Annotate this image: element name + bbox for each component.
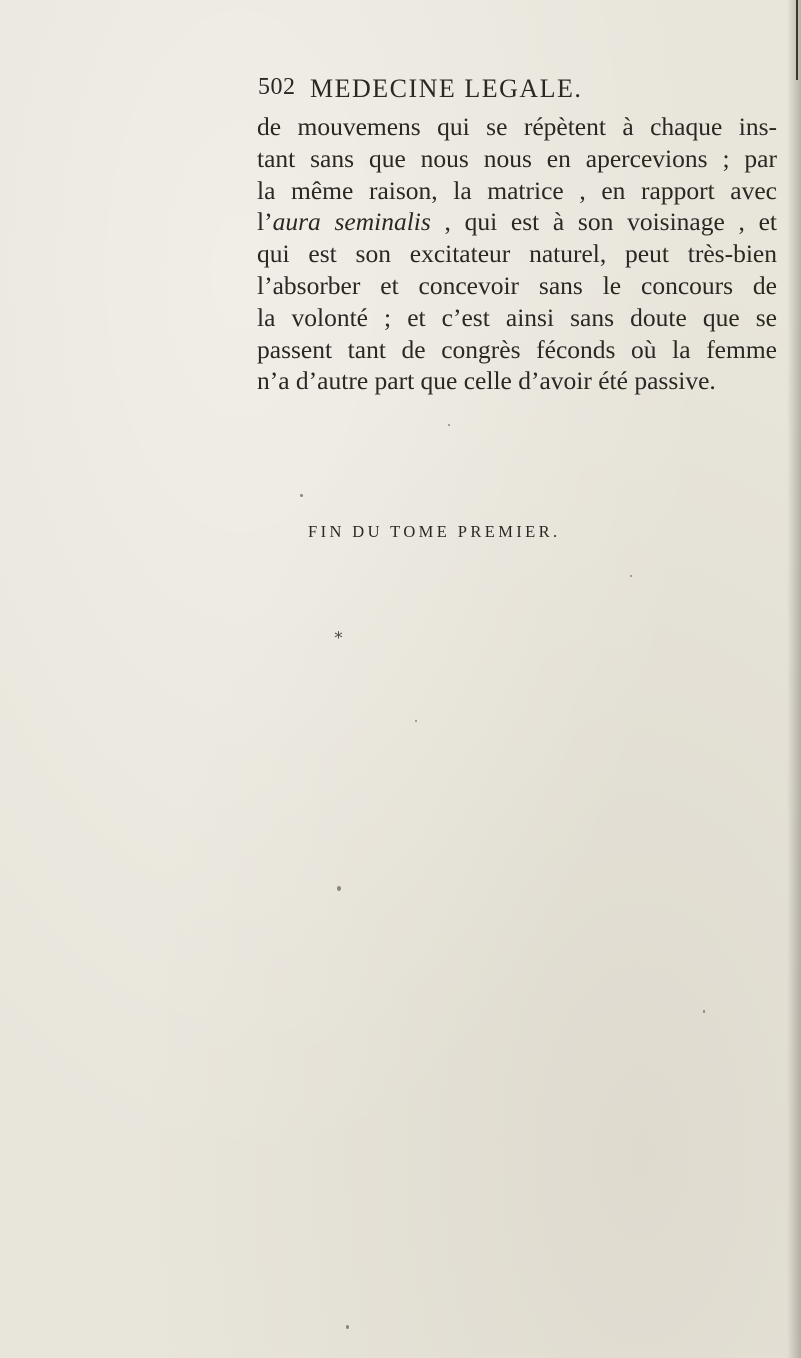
text-line-1: de mouvemens qui se répètent à chaque ins-	[257, 112, 777, 141]
foxing-speck	[448, 424, 450, 426]
text-line-8: passent tant de congrès féconds où la femme	[257, 334, 777, 364]
foxing-speck	[630, 575, 632, 577]
italic-term: aura seminalis	[272, 207, 431, 237]
text-line-2: tant sans que nous nous en apercevions ; par	[257, 143, 777, 173]
text-line-4-prefix: l’	[257, 207, 273, 237]
body-paragraph	[257, 111, 777, 397]
text-line-5: qui est son excitateur naturel, peut très-bien	[257, 239, 777, 269]
text-line-7: la volonté ; et c’est ainsi sans doute que se	[257, 302, 777, 332]
foxing-speck	[337, 886, 341, 891]
foxing-speck	[346, 1325, 349, 1329]
running-head	[258, 74, 778, 114]
text-line-6: l’absorber et concevoir sans le concours de	[257, 270, 777, 300]
text-line-3: la même raison, la matrice , en rapport avec	[257, 175, 777, 205]
page-edge-shadow	[787, 0, 801, 1358]
foxing-speck	[300, 494, 303, 497]
text-line-4-suffix: , qui est à son voisinage , et	[430, 207, 777, 237]
end-of-volume-colophon: FIN DU TOME PREMIER.	[308, 522, 561, 541]
running-title: MEDECINE LEGALE.	[310, 74, 583, 103]
page-edge-mark	[796, 0, 798, 80]
foxing-speck	[703, 1010, 705, 1013]
text-line-9: n’a d’autre part que celle d’avoir été passive.	[257, 366, 716, 396]
page-number: 502	[258, 74, 296, 100]
foxing-speck	[415, 720, 417, 722]
text-line-4	[257, 206, 777, 238]
ink-blot-mark: ∗	[333, 627, 344, 644]
